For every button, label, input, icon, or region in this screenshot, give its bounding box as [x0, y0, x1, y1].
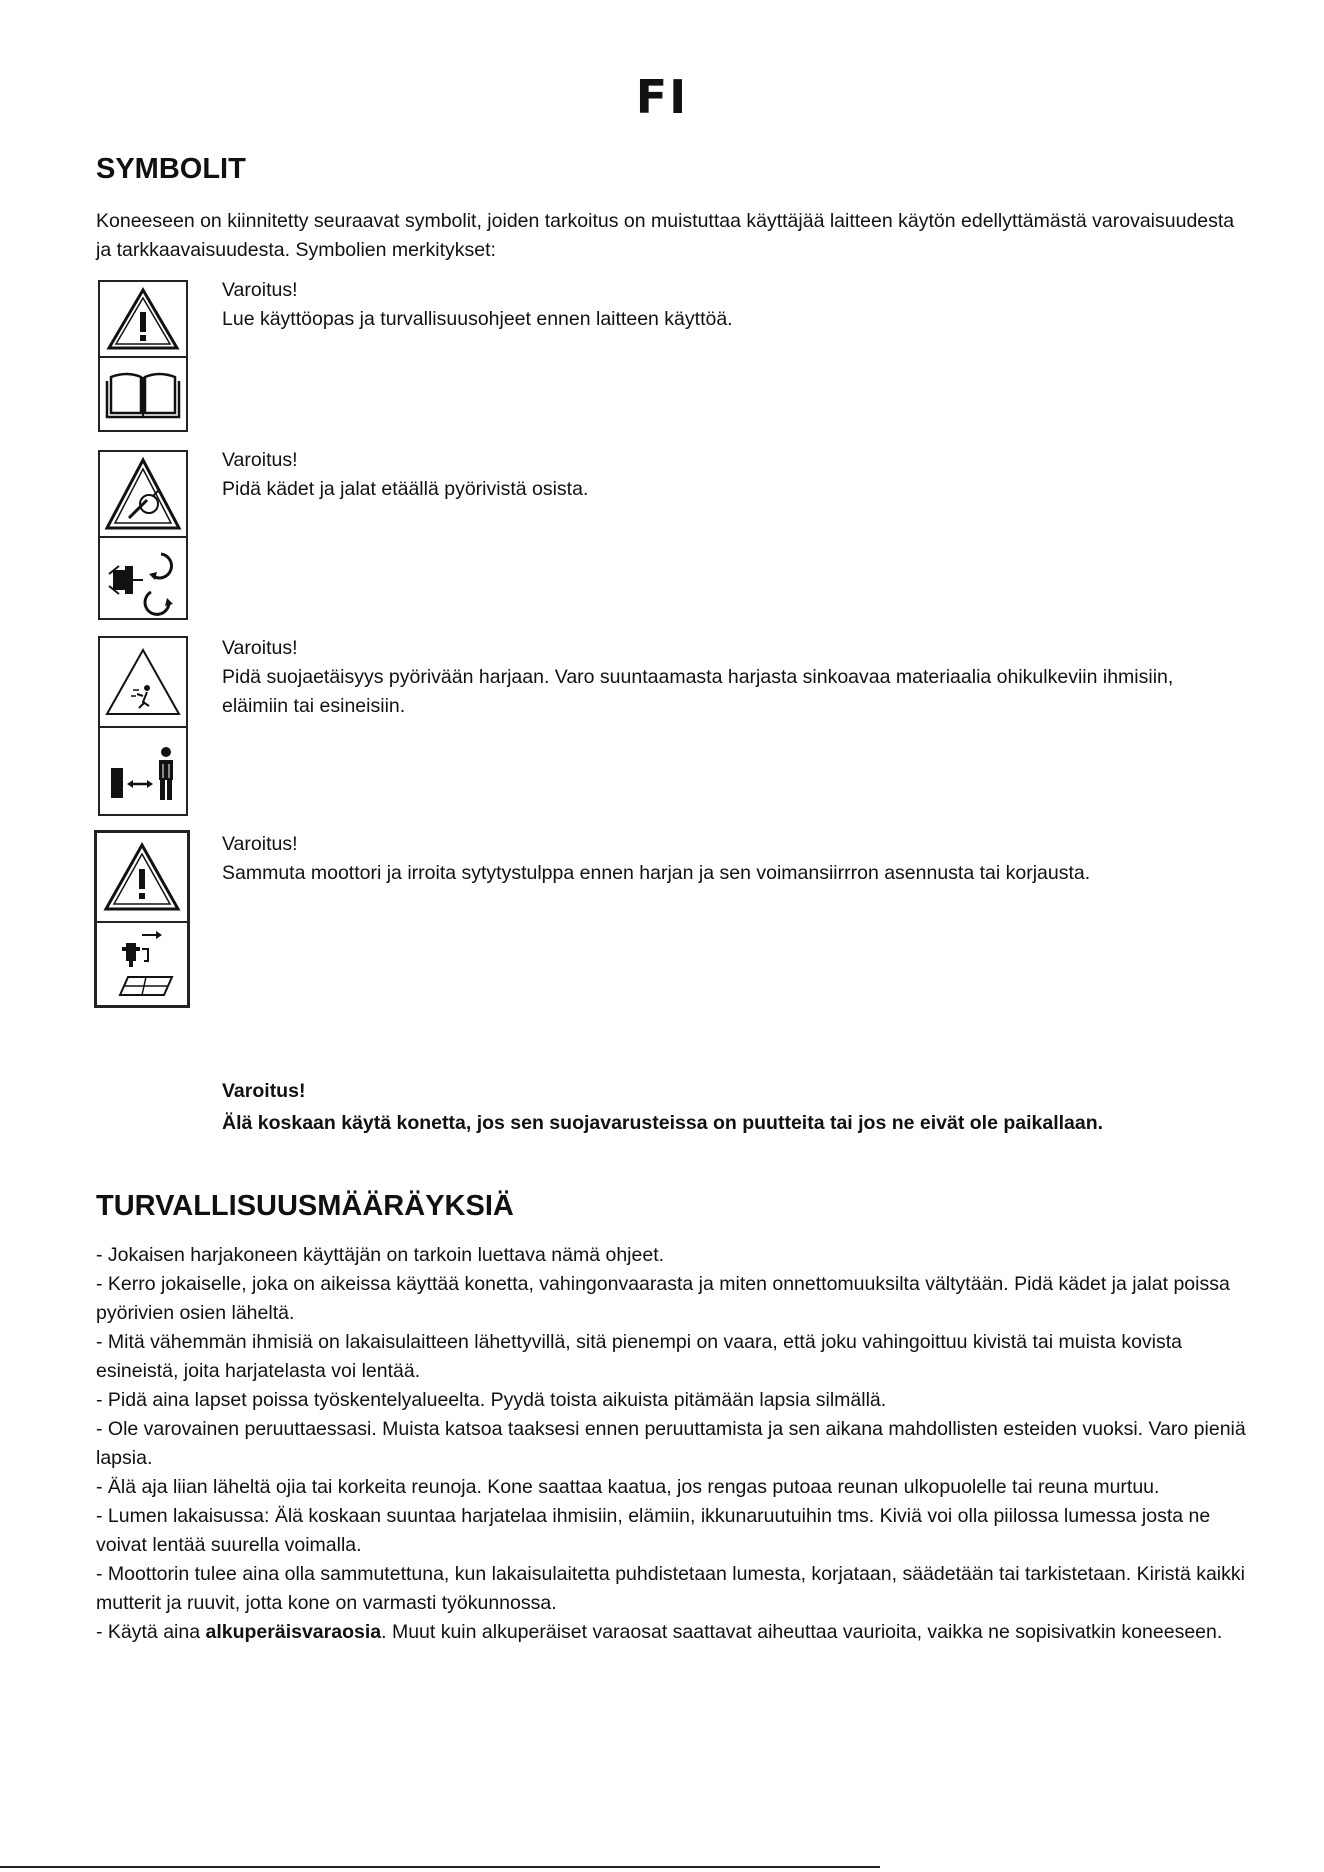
list-item: - Ole varovainen peruuttaessasi. Muista katsoa taaksesi ennen peruuttamista ja sen aikana mahdollisten esteiden vuoksi. Varo pieniä lapsia. — [96, 1418, 1246, 1469]
symbol-text-2 — [222, 446, 1242, 504]
warning-triangle-icon — [97, 833, 187, 923]
symbol-heading: Varoitus! — [222, 637, 298, 659]
list-item: - Pidä aina lapset poissa työskentelyalueelta. Pyydä toista aikuista pitämään lapsia silmällä. — [96, 1389, 887, 1411]
list-item: - Lumen lakaisussa: Älä koskaan suuntaa harjatelaa ihmisiin, elämiin, ikkunaruutuihin tms. Kiviä voi olla piilossa lumessa josta ne voivat lentää suurella voimalla. — [96, 1505, 1211, 1556]
warning-triangle-icon — [100, 282, 186, 358]
list-item: - Jokaisen harjakoneen käyttäjän on tarkoin luettava nämä ohjeet. — [96, 1244, 665, 1266]
spark-plug-manual-icon — [97, 923, 187, 1005]
language-code: FI — [635, 70, 689, 124]
symbol-description: Pidä suojaetäisyys pyörivään harjaan. Varo suuntaamasta harjasta sinkoavaa materiaalia ohikulkeviin ihmisiin, eläimiin tai esineisiin. — [222, 666, 1174, 717]
symbols-intro: Koneeseen on kiinnitetty seuraavat symbolit, joiden tarkoitus on muistuttaa käyttäjää laitteen käytön edellyttämästä varovaisuudesta ja tarkkaavaisuudesta. Symbolien merkitykset: — [96, 210, 1235, 261]
symbol-heading: Varoitus! — [222, 279, 298, 301]
list-item: - Moottorin tulee aina olla sammutettuna, kun lakaisulaitetta puhdistetaan lumesta, korjataan, säädetään tai tarkistetaan. Kiristä kaikki mutterit ja ruuvit, jotta kone on varmasti työkunnossa. — [96, 1563, 1245, 1614]
symbol-box-3 — [98, 636, 188, 816]
open-manual-icon — [100, 358, 186, 430]
rotating-parts-icon — [100, 538, 186, 622]
bold-warning-text: Älä koskaan käytä konetta, jos sen suojavarusteissa on puutteita tai jos ne eivät ole paikallaan. — [222, 1112, 1104, 1134]
symbol-description: Lue käyttöopas ja turvallisuusohjeet ennen laitteen käyttöä. — [222, 308, 733, 330]
rule-suffix: . Muut kuin alkuperäiset varaosat saattavat aiheuttaa vaurioita, vaikka ne sopisivatkin koneeseen. — [381, 1621, 1223, 1643]
symbols-title: SYMBOLIT — [96, 153, 246, 185]
safety-rules-list — [96, 1241, 1246, 1647]
symbol-description: Pidä kädet ja jalat etäällä pyörivistä osista. — [222, 478, 589, 500]
rule-emphasis: alkuperäisvaraosia — [205, 1621, 382, 1643]
list-item — [96, 1618, 1246, 1647]
symbol-text-1 — [222, 276, 1242, 334]
list-item: - Mitä vähemmän ihmisiä on lakaisulaitteen lähettyvillä, sitä pienempi on vaara, että joku vahingoittuu kivistä tai muista kovista esineistä, joita harjatelasta voi lentää. — [96, 1331, 1183, 1382]
footer-divider — [0, 1866, 880, 1868]
symbol-box-4 — [94, 830, 190, 1008]
symbol-text-3 — [222, 634, 1242, 721]
symbol-heading: Varoitus! — [222, 449, 298, 471]
list-item: - Kerro jokaiselle, joka on aikeissa käyttää konetta, vahingonvaarasta ja miten onnettomuuksilta vältytään. Pidä kädet ja jalat poissa pyörivien osien läheltä. — [96, 1273, 1230, 1324]
rule-prefix: - Käytä aina — [96, 1621, 206, 1643]
bold-warning-heading: Varoitus! — [222, 1080, 306, 1102]
list-item: - Älä aja liian läheltä ojia tai korkeita reunoja. Kone saattaa kaatua, jos rengas putoaa reunan ulkopuolelle tai reuna murtuu. — [96, 1476, 1160, 1498]
hand-entanglement-warning-icon — [100, 452, 186, 538]
symbol-box-2 — [98, 450, 188, 620]
safe-distance-person-icon — [100, 728, 186, 814]
bold-warning — [222, 1075, 1242, 1139]
safety-title: TURVALLISUUSMÄÄRÄYKSIÄ — [96, 1190, 514, 1222]
thrown-objects-warning-icon — [100, 638, 186, 728]
symbol-box-1 — [98, 280, 188, 432]
symbol-text-4 — [222, 830, 1242, 888]
symbol-description: Sammuta moottori ja irroita sytytystulppa ennen harjan ja sen voimansiirrron asennusta tai korjausta. — [222, 862, 1091, 884]
symbol-heading: Varoitus! — [222, 833, 298, 855]
